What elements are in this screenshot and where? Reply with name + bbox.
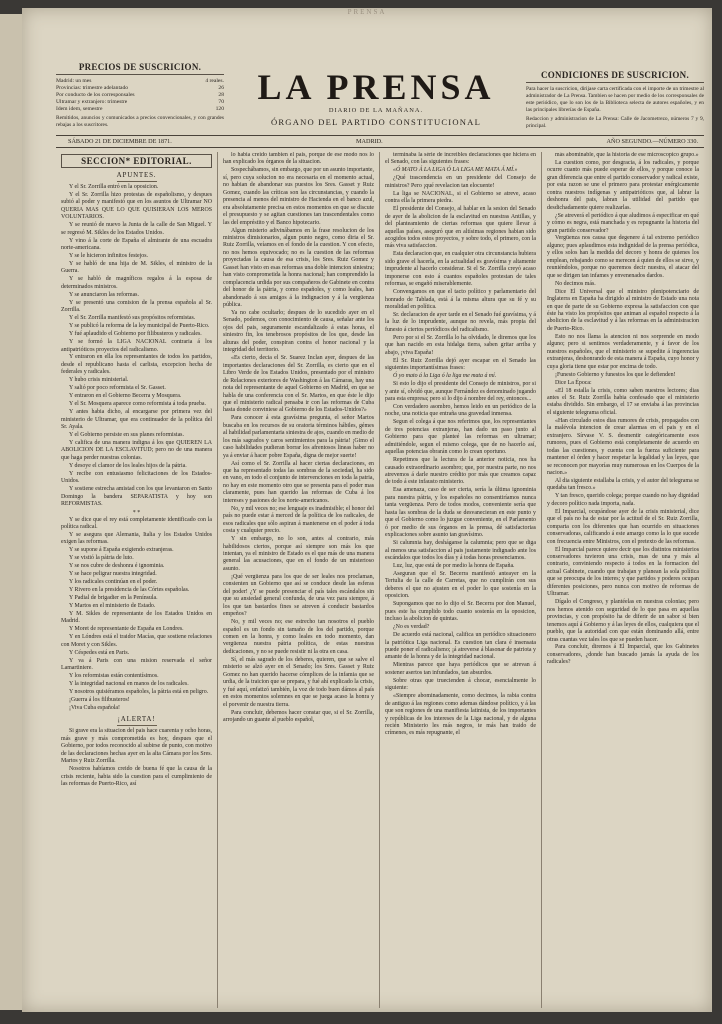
article-paragraph: Algun misterio adivinábamos en la frase resolucion de los ministros dimisionarios, algun punto negro, como diria el Sr. Ruiz Zorrilla, veíamos en el fondo de la cuestion. Y con efecto, no nos hemos equivocado; no es la cuestion de las reformas proyectadas la causa de esa crisis, los Sres. Ruiz Gomez y Gasset han visto en esas reformas una doble intencion siniestra; han visto comprometida la honra nacional; han comprendido la complacencia urdida por sus compañeros de Gabinete en contra del honor de la pátria, y como españoles, y como leales, han abandonado á sus amigos á la indignacion y á la vergüenza pública. (223, 227, 374, 309)
article-paragraph: El Imparcial, ocupándose ayer de la crisis ministerial, dice que el país no ha de estar por la actitud de el Sr. Ruiz Zorrilla, comparta con los diferentes que han ocurrido en situaciones conservadoras, calificando á este amargo como la lo que sucede con frecuencia entre Ministros, con el pretexto de las reformas. (547, 508, 699, 545)
column-4 (542, 152, 704, 1008)
article-paragraph: más abominable, que la historia de ese microscopico grupo.» (555, 152, 699, 158)
article-paragraph: Y el Sr. Zorrilla manifestó sus propósitos reformistas. (69, 315, 196, 322)
newspaper-page (22, 8, 712, 1012)
article-paragraph: Y sostiene estrecha amistad con los que levantaron en Santo Domingo la bandera SEPARATISTA y hoy son REFORMISTAS. (61, 486, 212, 508)
article-paragraph: Y vino á la corte de España el almirante de una escuadra norte-americana. (61, 237, 212, 252)
article-paragraph: Mientras parece que haya periódicos que se atrevan á sostener asertos tan infundados, tan absurdos. (385, 662, 536, 676)
article-paragraph: Dice La Época: (555, 379, 592, 386)
article-paragraph: El Sr. Ruiz Zorrilla dejó ayer escapar en el Senado las siguientes importantísimas frases: (385, 357, 536, 372)
article-paragraph: Y se presentó una comision de la prensa española al Sr. Zorrilla. (61, 299, 212, 314)
article-paragraph: Vergüenza nos causa que degenere á tal extremo periódico alguno; pues aplaudimos esta indignidad de la prensa periódica, y ellos solos han la medida del decoro y honra de quienes los emplean, rebajando como se merecen á quien de ellos se sirve, y reuniéndolos, porque no queremos decir nuestra, el atacar del que se dirigen tan infames y envenenados dardos. (547, 235, 699, 279)
article-paragraph: Y se supone á España exigiendo extranjeras. (69, 547, 174, 554)
article-paragraph: Así como el Sr. Zorrilla al hacer ciertas declaraciones, en que ha representado todas las sombras de la sociedad, ha sido en vano, en todo el conjunto de intervenciones en toda la patria, no hay en este momento otro que se presenta para el poder mas claramente, pues han querido las reformas de Cuba á los intereses y pasiones de los norte-americanos. (223, 460, 374, 504)
article-paragraph: Al dia siguiente estallaba la crisis, y el autor del telegrama se quedaba tan fresco.» (547, 477, 699, 492)
article-paragraph: Sospechábamos, sin embargo, que por un asunto importante, sí, pero cuya solucion no era necesaria en el momento actual, no habian de abandonar sus puestos los Sres. Gasset y Ruiz Gomez, cuando las críticas son las circunstancias, y cuando la presencia al menos del ministro de Hacienda en el banco azul, era absolutamente precisa en estos momentos en que se discute el presupuesto y se agitan cuestiones tan trascendentales como las del empréstito y el Banco hipotecario. (223, 167, 374, 226)
header-band: PRENSA (347, 8, 387, 16)
column-1 (56, 152, 218, 1008)
article-paragraph: Y salió por poco reformista el Sr. Gasset. (69, 385, 166, 392)
price-label: Provincias: trimestre adelantado (56, 85, 129, 92)
article-paragraph: Y se formó la LIGA NACIONAL contraria á los antipatrióticos proyectos del radicalismo. (61, 339, 212, 353)
masthead (232, 68, 520, 127)
article-paragraph: Y en Lóndres está el traidor Macías, que sostiene relaciones con Moret y con Sikles. (61, 634, 212, 648)
article-paragraph: Y va á Paris con una mision reservada el señor Lamartiniere. (61, 657, 212, 672)
editorial-address: Redaccion y administracion de La Prensa: Calle de Jacometrezo, números 7 y 9, principal. (526, 115, 704, 129)
article-paragraph: De acuerdo está nacional, califica un periódico situacionero la patriótica Liga nacional. Es cuestion tan clara é insensata puede poner el radicalismo; ¡á atreverse á blasonar de patriota y amante de la honra y de la integridad nacional. (385, 632, 536, 661)
article-paragraph: Y se dice que el rey está completamente identificado con la política radical. (61, 516, 212, 530)
article-paragraph: ¡Guerra á los filibusteros! (69, 696, 130, 703)
column-3 (380, 152, 542, 1008)
article-paragraph: Esta declaracion que, en cualquier otra circunstancia hubiera sido grave el hacerla, en la actualidad es gravísima y altamente imprudente al hacerlo considerar. Si el Sr. Zorrilla creyó acaso imponerse con esto á cuantos españoles protestan de tales reformas, se engañó miserablemente. (385, 251, 536, 288)
article-paragraph: Sí, el más sagrado de los deberes, quieren, que se salve el misterio se alzó ayer en el Senado; los Sres. Gasset y Ruiz Gomez no han querido hacerse cómplices de la infamia que se urdia, de la traicion que se prepara, y fué ahí explicado la crisis, y fué aquí, enfatizó también, la voz de todo buen dámos al país en estos momentos solemnes en que se juega acaso la honra y el porvenir de nuestra tierra. (223, 656, 374, 708)
article-paragraph: Esa amenaza, caso de ser cierta, sería la última ignominia para nuestra pátria, y los españoles no consentiríamos nunca tanta vergüenza. Pero de todos modos, conveniente sería que hasta las sombras de la duda se desvanecieran en este punto y que el Gobierno como lo juzgue conveniente, en el Parlamento ó por medio de sus órganos en la prensa, dé satisfactorias explicaciones sobre asunto tan gravísimo. (385, 487, 536, 539)
article-paragraph: «Ó MATO Á LA LIGA Ó LA LIGA ME MATA Á MÍ.» (393, 167, 518, 174)
article-paragraph: Y se vistió la pátria de luto. (69, 555, 134, 562)
article-paragraph: Y Céspedes está en Paris. (69, 649, 130, 656)
article-paragraph: Y se anunciaron las reformas. (69, 291, 139, 298)
article-paragraph: El presidente del Consejo, al hablar en la sesion del Senado de ayer de la abolicion de la esclavitud en nuestras Antillas, y del planteamiento de ciertas reformas que quiere llevar á aquellas países, aseguró que en altísimas regiones habian sido acogidos todos estos proyectos, y sobre todo, el primero, con la más viva satisfaccion. (385, 206, 536, 250)
article-paragraph: Y fué aplaudido el Gobierno por filibusteros y radicales. (69, 331, 202, 338)
subscription-conditions-text: Para hacer la suscricion, dirijase carta certificada con el importe de un trimestre al administrador de La Prensa. Tambien se hacen por medio de los corresponsales de este periódico, que lo son los de la Biblioteca selecta de autores españoles, y en las principales librerías de España. (526, 86, 704, 113)
article-paragraph: Y se asegura que Alemania, Italia y los Estados Unidos exigen las reformas. (61, 531, 212, 546)
article-paragraph: Y se habló de magníficos regalos á la esposa de determinados ministros. (61, 276, 212, 290)
article-paragraph: Convengamos en que el tacto político y parlamentario del honrado de Tablada, está á la misma altura que su fé y su moralidad en política. (385, 289, 536, 311)
article-paragraph: Ya no cabe ocultarlo; despues de lo sucedido ayer en el Senado, podemos, con conocimiento de causa, señalar ante los ojos del pais, seguramente escandalizado á estas horas, el siniestro fin, los tenebrosos propósitos de los que, desde las alturas del poder, conspiran contra el honor nacional y la integridad del territorio. (223, 310, 374, 354)
article-paragraph: Y Moret de representante de España en Londres. (69, 626, 184, 633)
article-paragraph: La liga se NACIONAL, si el Gobierno se atreve, acaso contra ella la primera piedra. (385, 190, 536, 205)
article-paragraph: Sobre otras que truecienden á chocar, esencialmente lo siguiente: (385, 677, 536, 692)
article-paragraph: «El 18 estalla la crisis, como saben nuestros lectores; dias antes el Sr. Ruiz Zorrilla habia confesado que el ministerio estaba dividido. Sin embargo, el 17 se enviaba á las provincias el siguiente telegrama oficial. (547, 387, 699, 416)
article-paragraph: «Siempre abominadamente, como decimos, la rabia contra de antiguo á las regiones como ademas dándose político, y á las que son regiones de una manifiesta latinista, de los importantes y repúblicas de los intereses de la Liga nacional, y de alguna recién Ministerio les más negros, te más han traido de crímenes, es más repugnante, el (385, 693, 536, 737)
article-paragraph: «Han circulado estos dias rumores de crisis, propagados con la malévola intencion de crear alarmas en el pais y en el extranjero. Sírvase V. S. desmentir categóricamente esos rumores, pues el Gobierno está completamente de acuerdo en todas las cuestiones, y cuenta con la fuerza suficiente para mantener el órden y hacer respetar la legalidad y las leyes, que se reconocen por mayorías muy numerosas en los Cuerpos de la nacion.» (547, 417, 699, 477)
article-paragraph: Y entraron en el Gobierno Becerra y Mosquera. (69, 393, 182, 400)
article-paragraph: Y el Gobierno persiste en sus planes reformistas. (69, 432, 184, 438)
article-paragraph: Y se publicó la reforma de la ley municipal de Puerto-Rico. (69, 323, 210, 330)
price-value: 28 (218, 92, 224, 99)
article-paragraph: ¡Viva Cuba española! (69, 704, 121, 711)
price-value: 120 (215, 106, 224, 113)
article-paragraph: Para conocer á esta gravísima pregunta, el señor Martos buscaba en los recursos de su oratoria términos hábiles, gémes al habilidad parlamentaria siniestra de ajos, cuando en medio de los más sagrados y caros sentimientos para la pátria! ¡Gimo el caso habilidades pudieran borrar los afrentosos lineas haber no ya á enviar á hacer pobre España, digna de mejor suerte! (223, 415, 374, 459)
article-paragraph: Pero por si el Sr. Zorrilla lo ha olvidado, le diremos que los que han nacido en esta hidalga tierra, saben gritar arriba y abajo, ¡viva España! (385, 334, 536, 356)
newspaper-organ: ÓRGANO DEL PARTIDO CONSTITUCIONAL (270, 117, 482, 127)
article-paragraph: Y los radicales continúan en el poder. (69, 579, 158, 586)
subscription-conditions-box (526, 70, 704, 129)
section-separator: * * (132, 509, 141, 516)
article-paragraph: Y Martos en el ministerio de Estado. (69, 603, 156, 610)
article-paragraph: lo habia creido tambien el pais, porque de ese modo nos lo han explicado los órganos de la situacion. (223, 152, 374, 166)
price-row (56, 92, 224, 99)
subscription-conditions-title: CONDICIONES DE SUSCRICION. (526, 70, 704, 83)
issue-city: MADRID. (356, 138, 383, 145)
article-paragraph: Y se le hicieron infinitos festejos. (69, 253, 148, 260)
subscription-prices-box (56, 62, 224, 129)
article-paragraph: No, y mil veces no; ese lenguaje es inadmisible; el honor del país no puede estar á merced de la política de los radicales, de esos radicales que sólo aspiran á mantenerse en el poder á toda costa y cualquier precio. (223, 505, 374, 535)
price-row (56, 106, 224, 113)
article-paragraph: Dice El Universal que el ministro plenipotenciario de Inglaterra en España ha dirigido al ministro de Estado una nota en que de parte de su Gobierno expresa la satisfaccion con que éste ha visto los propósitos que animan al español respecto á la abolicion de la esclavitud y á las reformas en la administracion de Puerto-Rico. (547, 288, 699, 332)
article-paragraph: Y entraron en ella los representantes de todos los partidos, desde el republicano hasta el carlista, excepcion hecha de federales y radicales. (61, 354, 212, 376)
article-paragraph: Y el Sr. Mosquera aparece como reformista á toda prueba. (69, 401, 207, 408)
article-paragraph: Si calumnia hay, desháganse la calumnia; pero que se diga al menos una satisfaccion al pais justamente indignado ante los escándalos que todos los días y á todas horas presenciamos. (385, 540, 536, 562)
article-paragraph: Y el Sr. Zorrilla hizo protestas de españolismo, y despues subió al poder y manifestó que en los asuntos de Ultramar NO QUERIA MAS QUE LO QUE QUISIERAN LOS MEROS VOLUNTARIOS. (61, 191, 212, 221)
price-label: Idem idem, semestre (56, 106, 103, 113)
price-row (56, 85, 224, 92)
article-paragraph: Luz, luz, que está de por medio la honra de España. (393, 562, 515, 569)
article-paragraph: Dígalo el Congreso, y plantéelas en nuestras colonias; pero nos hemos atenido con seguridad de lo que pasa en aquellas provincias, y con propósito ha de diferir de un sabor si bien tenemos aquí á Gobierno y á las leyes de ellos, cualquiera que el pueblo, que la autoridad con que están dominando allá, entre otras cuantas vez tales los que se pueden hacer. (547, 599, 699, 643)
price-label: Madrid: un mes (56, 78, 92, 84)
article-paragraph: «Es cierto, decia el Sr. Suarez Inclan ayer, despues de las importantes declaraciones del Sr. Zorrilla, es cierto que en el Libro Verde de los Estados Unidos, presentado por el ministro de Relaciones exteriores de Washington á las Cámaras, hay una nota del representante de aquel Gobierno en Madrid, en que se habla de una conferencia con el Sr. Martos, en que éste le dijo que el ministerio radical pensaba ir con las reformas de Cuba hasta donde conviniese al Gobierno de los Estados-Unidos?» (223, 355, 374, 414)
article-paragraph: Y la integridad nacional en manos de los radicales. (69, 681, 189, 688)
article-paragraph: Y los reformistas están contentísimos. (69, 673, 159, 680)
article-paragraph: Nosotros habíamos creido de buena fé que la causa de la crisis reciente, habia sido la cuestion para el cumplimiento de las reformas de Puerto-Rico, así (61, 766, 212, 788)
article-paragraph: Y recibe con entusiasmo felicitaciones de los Estados-Unidos. (61, 470, 212, 485)
price-row (56, 78, 224, 85)
article-paragraph: Y nosotros quisiéramos españoles, la pátria está en peligro. (69, 689, 209, 695)
article-paragraph: Si grave era la situacion del pais hace cuarenta y ocho horas, más grave y más comprometida es hoy, despues que el Gobierno, por todos reconocido al subirse de punto, con motivo de las declaraciones hechas ayer en la alta Cámara por los Sres. Martos y Ruiz Zorrilla. (61, 728, 212, 765)
article-paragraph: La cuestion como, por desgracia, á los radicales, y porque ocurre cuanto más puede esperar de ellos, y porque conoce la gran diferencia que entre el partido conservador y radical existe, por esta razon se une el primero para protestar enérgicamente contra nuestros indígenas y antipatrióticos que, al labrar la deshonra del pais, labran la utilidad del partido que desdichadamente quiere realizarlas. (547, 159, 699, 211)
article-paragraph: Esto no nos llama la atencion ni nos sorprende en modo alguno; pero si sentimos verdaderamente, y á favor de los nuestros españoles, que el ministerio se supedite á ingerencias extranjeras, deshonrando de esta manera á España, cuyo honor y cuya gloria tiene que estar por encima de todo. (547, 333, 699, 370)
article-paragraph: Aseguran que el Sr. Becerra manifestó anteayer en la Tertulia de la calle de Carretas, que no cumplirán con sus deberes el que no ajusten en el poder lo que sostenía en la oposicion. (385, 570, 536, 600)
issue-date: SÁBADO 21 DE DICIEMBRE DE 1871. (68, 138, 172, 145)
article-paragraph: Si esto lo dijo el presidente del Consejo de ministros, por si y ante sí, olvidó que, aunque Fernández es denominado jugando para esta empresa; pero si lo dijo á nombre del rey, entonces... (385, 381, 536, 402)
article-paragraph: Y Padial de brigadier en la Península. (69, 595, 158, 602)
article-paragraph: ¡Qué vergüenza para los que de ser leales nos proclaman, consienten un Gobierno que así se conduce desde las esferas del poder! ¿Y se puede presenciar el país tales escándalos sin que su ansiedad general confunda, de una vez para siempre, á los que tan bastardos fines se atreven á conducir bastardos empeños? (223, 573, 374, 618)
article-paragraph: Y el Sr. Zorrilla entró en la oposicion. (69, 184, 159, 190)
price-label: Ultramar y extranjero: trimestre (56, 99, 128, 106)
article-paragraph: Segun el colega á que nos referimos que, los representantes de tres potencias extranjeras, han dado un paso junto al Gobierno para que planteé las reformas en ultramar; admitiéndole, segun el mismo colega, que de no hacerlo así, aquellas potencias obrarán como lo crean oportuno. (385, 419, 536, 456)
dateline-bar (56, 135, 704, 148)
article-paragraph: Repetimos que la lectura de la anterior noticia, nos ha causado extraordinario asombro; que, por nuestra parte, no nos atrevemos á darle nuestro crédito por más que creamos capaz de todo á este infausto ministerio. (385, 457, 536, 486)
price-value: 70 (218, 99, 224, 106)
article-heading-alerta: ¡ALERTA! (61, 715, 212, 726)
article-paragraph: Para concluir, debemos hacer constar que, si el Sr. Zorrilla, arrojando un guante al pueblo español, (223, 709, 374, 723)
article-paragraph: Para concluir, diremos á El Imparcial, que los Gabinetes conservadores, ¿donde han buscado jamás la ayuda de los radicales? (547, 644, 699, 666)
article-paragraph: Sr. declaracion de ayer tarde en el Senado fué gravísima, y á la luz de lo imprudente, aunque no revela, más propia del funesto á ciertos periódicos del radicalismo. (385, 312, 536, 333)
article-paragraph: Y hubo crisis ministerial. (69, 377, 129, 384)
newspaper-subtitle: DIARIO DE LA MAÑANA. (328, 107, 424, 114)
article-paragraph: Y sin embargo, no lo son, antes al contrario, más habilidosos ciertos, porque así siempre son más los que intentan, ya el ministro de Estado es el que más de una manera general las acusaciones, que en el fondo de un misterioso asunto. (223, 536, 374, 572)
column-2 (218, 152, 380, 1008)
article-paragraph: Y se hace peligrar nuestra integridad. (69, 571, 157, 578)
issue-number: AÑO SEGUNDO.—NÚMERO 330. (606, 138, 698, 145)
price-value: 26 (218, 85, 224, 92)
article-paragraph: ¿Se atreverá el periódico á que aludimos á especificar en qué y cómo es negra, está manchada y es repugnante la historia del gran partido conservador? (547, 212, 699, 234)
section-title: SECCION* EDITORIAL. (61, 154, 212, 168)
subscription-note: Remitidos, anuncios y comunicados a precios convencionales, y con grandes rebajas a los suscritores. (56, 115, 224, 129)
article-heading-apuntes: APUNTES. (61, 171, 212, 182)
article-paragraph: Y se reunió de nuevo la Junta de la calle de San Miguel. Y se regresó M. Sikles de los Estados Unidos. (61, 222, 212, 236)
article-paragraph: No, y mil veces no; ese estrecho tan nosotros el pueblo español es un fondo sin tamaño de los del partido, porque comen en la honra, y como leales en todo momento, dan vergüenza nuestra pátria política, de estas nuestras dedicaciones, y no se puede resistir ni la otra en casa. (223, 619, 374, 655)
article-paragraph: Supongamos que no lo dijo el Sr. Becerra por don Manuel, pues este ha cumplido todo cuanto sostenía en la oposicion, incluso la abolicion de quintas. (385, 601, 536, 623)
price-label: Por conducto de los corresponsales (56, 92, 135, 99)
price-list (56, 78, 224, 113)
subscription-prices-title: PRECIOS DE SUSCRICION. (56, 62, 224, 75)
article-paragraph: ¿No es verdad? (393, 624, 430, 631)
price-value: 4 reales. (205, 78, 224, 84)
article-paragraph: Y califica de una manera indigna á los que QUIEREN LA ABOLICION DE LA ESCLAVITUD; pero no de una manera que haga perder nuestras colonias. (61, 439, 212, 461)
price-row (56, 99, 224, 106)
newspaper-title: LA PRENSA (257, 67, 495, 107)
article-paragraph: Con verdadero asombro, hemos leido en un periódico de la noche, una noticia que entraña una gravedad inmensa. (385, 403, 536, 418)
article-paragraph: Y desoye el clamor de los leales hijos de la pátria. (69, 462, 187, 469)
article-paragraph: terminaba la série de increibles declaraciones que hiciera en el Senado, con las siguientes frases: (385, 152, 536, 166)
article-paragraph: Y antes habia dicho, al encargarse por primera vez del ministerio de Ultramar, que era continuador de la política del Sr. Ayala. (61, 409, 212, 431)
article-paragraph: No decimos más. (555, 280, 596, 287)
article-paragraph: El Imparcial parece quiere decir que los distintos ministerios conservadores tuvieron una crisis, mas de una y más al contrario, conviniendo respecto á todos en la formacion del actual Gabinete, cuando que trabajan y planean la sola política que se preocupa de los interes; y que partidos y poderes ocupan diferentes posiciones, pero nunca con motivo de reformas de Ultramar. (547, 546, 699, 598)
article-paragraph: Ó yo mato á la Liga ó la liga me mata á mí. (393, 373, 497, 380)
article-paragraph: ¡Funesto Gobierno y funestos los que le defienden! (555, 371, 676, 378)
article-paragraph: Y se nos cubre de deshonra é ignominia. (69, 563, 165, 570)
article-columns (56, 152, 704, 1008)
article-paragraph: Y se habló de una hija de M. Sikles, el ministro de la Guerra. (61, 261, 212, 275)
article-paragraph: Y tan fresco, querido colega; porque cuando no hay dignidad y decoro político nada importa, nada. (547, 493, 699, 507)
article-paragraph: ¿Qué trascendencia en un presidente del Consejo de ministros? Pero ¡qué revelacion tan elocuente! (385, 175, 536, 189)
article-paragraph: Y Rivero en la presidencia de las Córtes españolas. (69, 587, 190, 594)
article-paragraph: Y M. Sikles de representante de los Estados Unidos en Madrid. (61, 610, 212, 625)
